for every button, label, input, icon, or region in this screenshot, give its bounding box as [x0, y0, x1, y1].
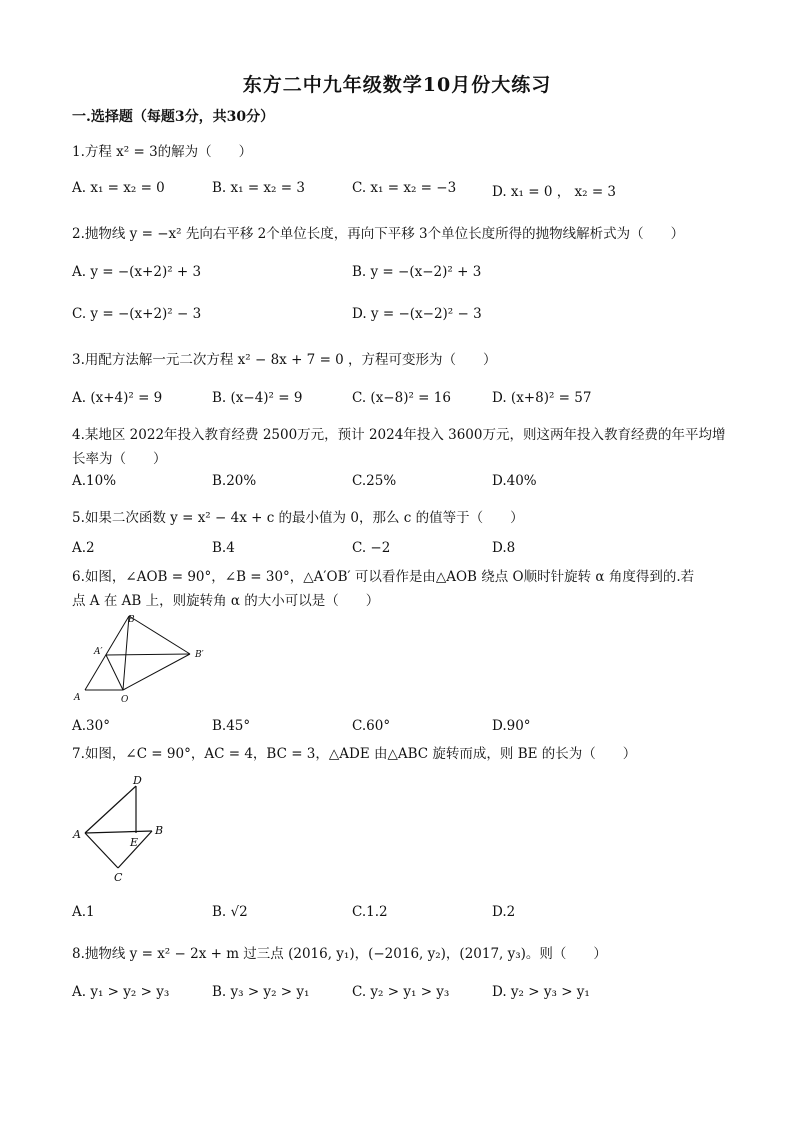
q2-option-a: A. y = −(x+2)² + 3: [72, 264, 202, 280]
q7-label-e: E: [130, 836, 139, 849]
question-5-stem: 5.如果二次函数 y = x² − 4x + c 的最小值为 0，那么 c 的值等于（ ）: [72, 510, 524, 526]
q7-option-c: C.1.2: [352, 904, 388, 920]
q2-option-c: C. y = −(x+2)² − 3: [72, 306, 202, 322]
q4-option-d: D.40%: [492, 473, 537, 489]
q8-option-d: D. y₂ > y₃ > y₁: [492, 984, 590, 1000]
q6-option-c: C.60°: [352, 718, 391, 734]
q6-option-a: A.30°: [72, 718, 110, 734]
question-8-stem: 8.抛物线 y = x² − 2x + m 过三点 (2016, y₁)，(−2016, y₂)，(2017, y₃)。则（ ）: [72, 946, 607, 962]
q1-option-a: A. x₁ = x₂ = 0: [72, 180, 165, 196]
q7-label-c: C: [114, 871, 123, 884]
q2-option-d: D. y = −(x−2)² − 3: [352, 306, 482, 322]
q7-label-d: D: [133, 774, 142, 787]
q7-label-b: B: [155, 824, 164, 837]
q4-option-a: A.10%: [72, 473, 117, 489]
q7-option-a: A.1: [72, 904, 95, 920]
q8-option-c: C. y₂ > y₁ > y₃: [352, 984, 450, 1000]
q3-option-d: D. (x+8)² = 57: [492, 390, 592, 406]
q3-option-b: B. (x−4)² = 9: [212, 390, 303, 406]
q6-label-a-prime: A′: [94, 647, 103, 657]
question-7-stem: 7.如图，∠C = 90°，AC = 4，BC = 3，△ADE 由△ABC 旋转而成，则 BE 的长为（ ）: [72, 746, 637, 762]
question-1-stem: 1.方程 x² = 3的解为（ ）: [72, 144, 253, 160]
question-6-stem-line2: 点 A 在 AB 上，则旋转角 α 的大小可以是（ ）: [72, 593, 380, 609]
q5-option-d: D.8: [492, 540, 516, 556]
q8-option-a: A. y₁ > y₂ > y₃: [72, 984, 170, 1000]
question-2-stem: 2.抛物线 y = −x² 先向右平移 2个单位长度，再向下平移 3个单位长度所得的抛物线解析式为（ ）: [72, 226, 685, 242]
q2-option-b: B. y = −(x−2)² + 3: [352, 264, 482, 280]
q1-option-d: D. x₁ = 0 ， x₂ = 3: [492, 184, 617, 200]
q4-option-c: C.25%: [352, 473, 397, 489]
q7-option-d: D.2: [492, 904, 516, 920]
q6-option-d: D.90°: [492, 718, 531, 734]
page-title: 东方二中九年级数学10月份大练习: [242, 74, 552, 96]
q5-option-c: C. −2: [352, 540, 391, 556]
q3-option-a: A. (x+4)² = 9: [72, 390, 163, 406]
q6-label-o: O: [121, 695, 129, 705]
q6-label-b: B: [128, 615, 135, 625]
q5-option-a: A.2: [72, 540, 95, 556]
question-6-stem: 6.如图，∠AOB = 90°，∠B = 30°，△A′OB′ 可以看作是由△AOB 绕点 O顺时针旋转 α 角度得到的.若: [72, 569, 695, 585]
question-3-stem: 3.用配方法解一元二次方程 x² − 8x + 7 = 0 ，方程可变形为（ ）: [72, 352, 497, 368]
q5-option-b: B.4: [212, 540, 235, 556]
q1-option-c: C. x₁ = x₂ = −3: [352, 180, 457, 196]
q7-label-a: A: [73, 828, 81, 841]
q6-label-b-prime: B′: [195, 650, 204, 660]
section-heading: 一.选择题（每题3分，共30分）: [72, 109, 275, 125]
question-4-stem-line2: 长率为（ ）: [72, 451, 167, 467]
q3-option-c: C. (x−8)² = 16: [352, 390, 451, 406]
q6-option-b: B.45°: [212, 718, 251, 734]
q7-option-b: B. √2: [212, 904, 248, 920]
q8-option-b: B. y₃ > y₂ > y₁: [212, 984, 310, 1000]
q1-option-b: B. x₁ = x₂ = 3: [212, 180, 305, 196]
q6-label-a: A: [74, 693, 81, 703]
q4-option-b: B.20%: [212, 473, 257, 489]
question-4-stem: 4.某地区 2022年投入教育经费 2500万元，预计 2024年投入 3600万元，则这两年投入教育经费的年平均增: [72, 427, 726, 443]
